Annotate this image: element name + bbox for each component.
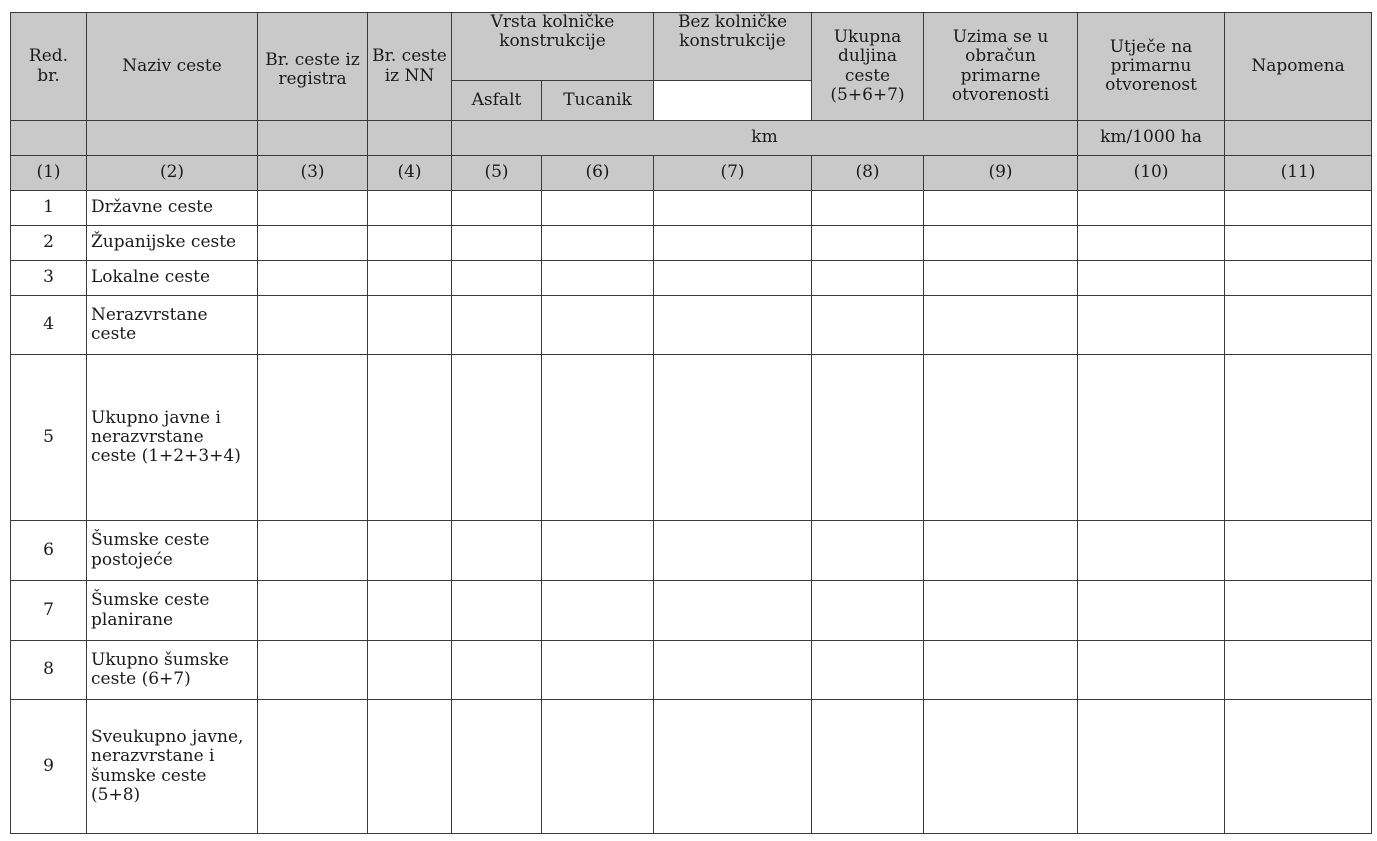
table-row: [11, 355, 1372, 521]
column-number-8: (8): [812, 156, 924, 191]
road-name: Šumske ceste postojeće: [87, 521, 258, 581]
column-number-7: (7): [654, 156, 812, 191]
units-cell-3: [258, 121, 368, 156]
table-row: [11, 641, 1372, 700]
table-row: [11, 191, 1372, 226]
road-name: Državne ceste: [87, 191, 258, 226]
table-row: [11, 296, 1372, 355]
road-register-table: [10, 12, 1372, 834]
header-bez-blank: [654, 81, 812, 121]
header-napomena: Napomena: [1225, 13, 1372, 121]
road-name: Sveukupno javne, nerazvrstane i šumske ceste (5+8): [87, 700, 258, 834]
header-vrsta-konstrukcije: Vrsta kolničke konstrukcije: [452, 13, 654, 81]
column-number-5: (5): [452, 156, 542, 191]
header-naziv-ceste: Naziv ceste: [87, 13, 258, 121]
row-number: 5: [11, 355, 87, 521]
column-number-11: (11): [1225, 156, 1372, 191]
table-row: [11, 261, 1372, 296]
road-name: Ukupno šumske ceste (6+7): [87, 641, 258, 700]
road-name: Lokalne ceste: [87, 261, 258, 296]
header-asfalt: Asfalt: [452, 81, 542, 121]
table-row: [11, 700, 1372, 834]
header-uzima-se: Uzima se u obračun primarne otvorenosti: [924, 13, 1078, 121]
column-number-4: (4): [368, 156, 452, 191]
road-name: Županijske ceste: [87, 226, 258, 261]
row-number: 6: [11, 521, 87, 581]
table-row: [11, 226, 1372, 261]
units-cell-2: [87, 121, 258, 156]
header-tucanik: Tucanik: [542, 81, 654, 121]
column-number-10: (10): [1078, 156, 1225, 191]
row-number: 7: [11, 581, 87, 641]
units-cell-11: [1225, 121, 1372, 156]
header-bez-konstrukcije: Bez kolničke konstrukcije: [654, 13, 812, 81]
units-cell-4: [368, 121, 452, 156]
units-km-per-ha: km/1000 ha: [1078, 121, 1225, 156]
table-row: [11, 521, 1372, 581]
header-red-br: Red. br.: [11, 13, 87, 121]
row-number: 4: [11, 296, 87, 355]
column-number-3: (3): [258, 156, 368, 191]
header-ukupna-duljina: Ukupna duljina ceste (5+6+7): [812, 13, 924, 121]
units-cell-1: [11, 121, 87, 156]
header-br-nn: Br. ceste iz NN: [368, 13, 452, 121]
row-number: 2: [11, 226, 87, 261]
table-row: [11, 581, 1372, 641]
units-km: km: [452, 121, 1078, 156]
road-name: Ukupno javne i nerazvrstane ceste (1+2+3+4): [87, 355, 258, 521]
column-number-1: (1): [11, 156, 87, 191]
column-number-2: (2): [87, 156, 258, 191]
column-number-6: (6): [542, 156, 654, 191]
header-br-registra: Br. ceste iz registra: [258, 13, 368, 121]
column-number-9: (9): [924, 156, 1078, 191]
row-number: 8: [11, 641, 87, 700]
header-utjece: Utječe na primarnu otvorenost: [1078, 13, 1225, 121]
road-name: Nerazvrstane ceste: [87, 296, 258, 355]
row-number: 1: [11, 191, 87, 226]
row-number: 3: [11, 261, 87, 296]
road-name: Šumske ceste planirane: [87, 581, 258, 641]
row-number: 9: [11, 700, 87, 834]
